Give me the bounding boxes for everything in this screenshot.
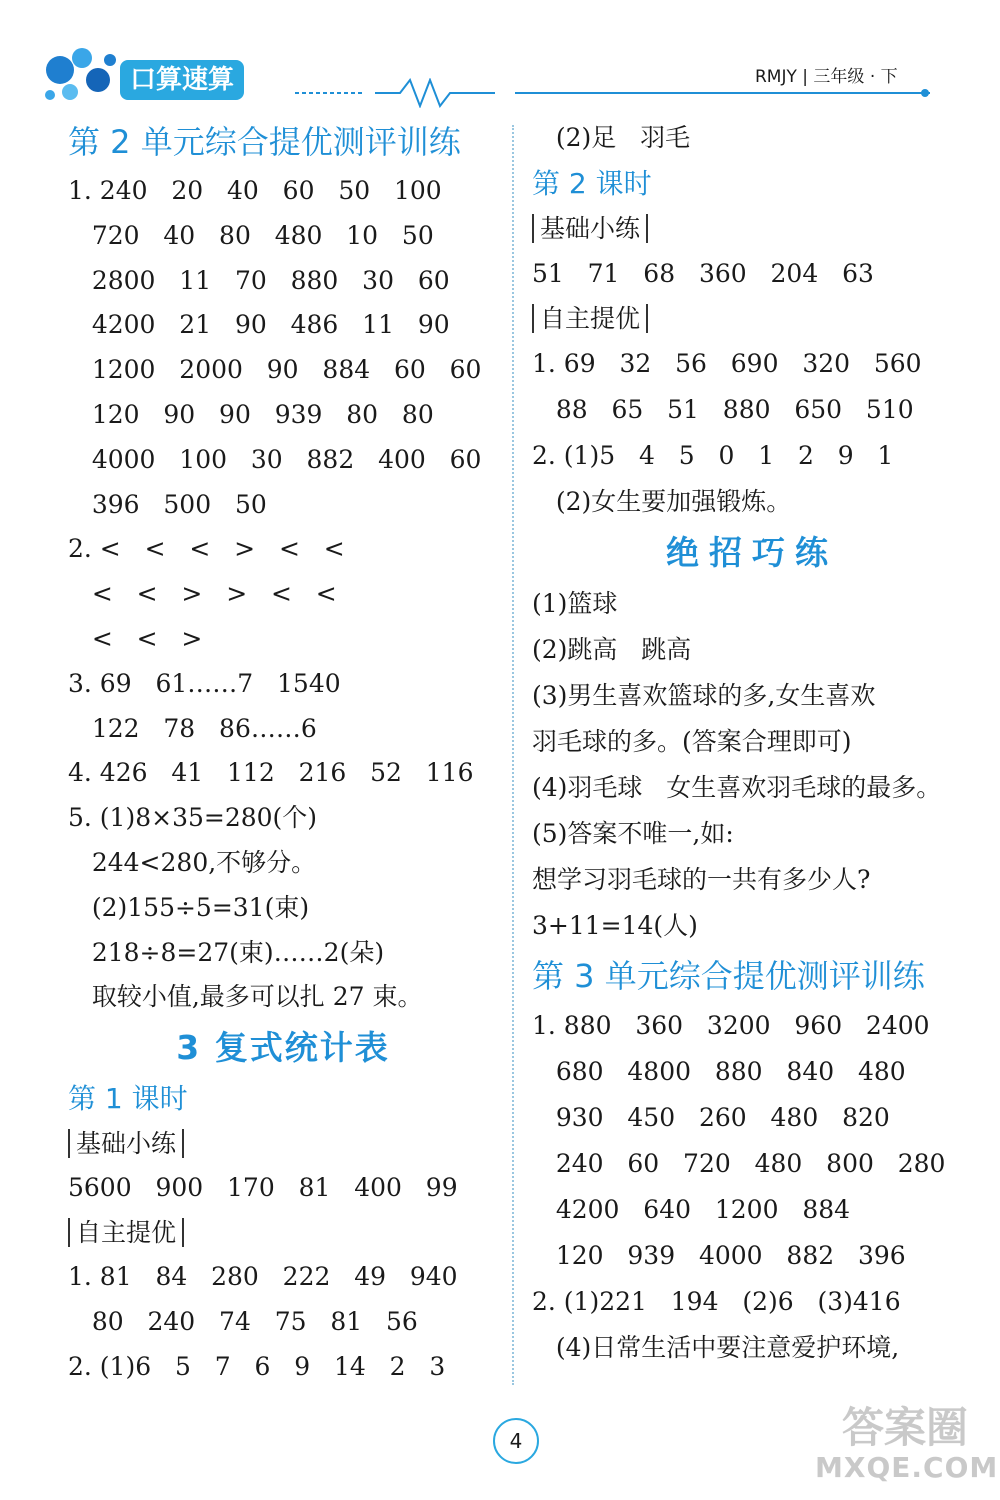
answer-row: 396 500 50 <box>68 489 267 519</box>
self-improve-tag <box>532 297 972 341</box>
answer-row: 120 939 4000 882 396 <box>532 1241 906 1270</box>
answer-row: 3. 69 61……7 1540 <box>68 668 341 698</box>
answer-row: (2)跳高 跳高 <box>532 635 692 664</box>
unit3-title: 第 3 单元综合提优测评训练 <box>532 957 925 995</box>
answer-row: 想学习羽毛球的一共有多少人? <box>532 865 871 894</box>
answer-row: 680 4800 880 840 480 <box>532 1057 906 1086</box>
answer-row: 2800 11 70 880 30 60 <box>68 265 450 295</box>
answer-row: 122 78 86……6 <box>68 713 317 743</box>
answer-row: 51 71 68 360 204 63 <box>532 259 874 288</box>
answer-row: 244<280,不够分。 <box>68 847 317 877</box>
answer-row: (1)篮球 <box>532 589 618 618</box>
trick-practice-title: 绝招巧练 <box>666 533 838 572</box>
basic-practice-tag <box>68 1122 498 1166</box>
answer-row: 2. (1)5 4 5 0 1 2 9 1 <box>532 441 894 470</box>
answer-row: < < > <box>68 623 203 653</box>
grade-label: RMJY | 三年级 · 下 <box>755 67 898 87</box>
answer-row: (4)羽毛球 女生喜欢羽毛球的最多。 <box>532 773 942 802</box>
column-divider <box>512 125 514 1385</box>
basic-practice-label: 基础小练 <box>532 214 648 243</box>
answer-row: 720 40 80 480 10 50 <box>68 220 434 250</box>
answer-row: (5)答案不唯一,如: <box>532 819 734 848</box>
basic-practice-tag <box>532 207 972 251</box>
answer-row: 5600 900 170 81 400 99 <box>68 1173 458 1203</box>
left-column <box>68 115 498 1389</box>
lesson1-title: 第 1 课时 <box>68 1082 188 1116</box>
answer-row: (2)155÷5=31(束) <box>68 892 310 922</box>
page-header <box>0 0 1000 110</box>
page-number: 4 <box>493 1418 539 1464</box>
self-improve-label: 自主提优 <box>68 1218 184 1247</box>
answer-row: 88 65 51 880 650 510 <box>532 395 914 424</box>
answer-row: 5. (1)8×35=280(个) <box>68 803 318 833</box>
answer-row: 羽毛球的多。(答案合理即可) <box>532 727 852 756</box>
self-improve-label: 自主提优 <box>532 304 648 333</box>
answer-row: 1200 2000 90 884 60 60 <box>68 355 482 385</box>
self-improve-tag <box>68 1211 498 1255</box>
answer-row: (2)女生要加强锻炼。 <box>532 487 792 516</box>
lesson2-title: 第 2 课时 <box>532 167 652 200</box>
unit2-title: 第 2 单元综合提优测评训练 <box>68 123 461 161</box>
answer-row: 1. 69 32 56 690 320 560 <box>532 349 922 378</box>
unit2-answers <box>68 169 498 1020</box>
answer-row: 218÷8=27(束)……2(朵) <box>68 937 385 967</box>
book-logo: 口算速算 <box>120 60 244 100</box>
answer-row: 4. 426 41 112 216 52 116 <box>68 758 474 788</box>
answer-row: < < > > < < <box>68 579 337 609</box>
answer-row: 2. (1)221 194 (2)6 (3)416 <box>532 1287 901 1316</box>
answer-row: 80 240 74 75 81 56 <box>68 1306 418 1336</box>
answer-row: 2. < < < > < < <box>68 534 345 564</box>
answer-row: 4200 21 90 486 11 90 <box>68 310 450 340</box>
answer-row: 120 90 90 939 80 80 <box>68 399 434 429</box>
answer-row: (3)男生喜欢篮球的多,女生喜欢 <box>532 681 876 710</box>
chapter3-title: 3 复式统计表 <box>176 1028 390 1068</box>
answer-row: 930 450 260 480 820 <box>532 1103 890 1132</box>
answer-row: 1. 81 84 280 222 49 940 <box>68 1261 458 1291</box>
answer-row: 取较小值,最多可以扎 27 束。 <box>68 982 423 1012</box>
answer-row: (2)足 羽毛 <box>532 123 691 152</box>
answer-row: 1. 880 360 3200 960 2400 <box>532 1011 930 1040</box>
answer-row: 1. 240 20 40 60 50 100 <box>68 176 442 205</box>
basic-practice-label: 基础小练 <box>68 1129 184 1158</box>
splash-logo-icon <box>40 40 130 110</box>
watermark-site: MXQE.COM <box>815 1451 999 1484</box>
watermark-logo <box>815 1403 999 1495</box>
answer-row: 240 60 720 480 800 280 <box>532 1149 946 1178</box>
answer-row: 4000 100 30 882 400 60 <box>68 444 482 474</box>
right-column <box>532 115 972 1371</box>
answer-row: 4200 640 1200 884 <box>532 1195 851 1224</box>
answer-row: 3+11=14(人) <box>532 911 698 940</box>
answer-row: (4)日常生活中要注意爱护环境, <box>532 1333 900 1362</box>
answer-row: 2. (1)6 5 7 6 9 14 2 3 <box>68 1351 446 1381</box>
watermark-text: 答案圈 <box>841 1403 968 1452</box>
